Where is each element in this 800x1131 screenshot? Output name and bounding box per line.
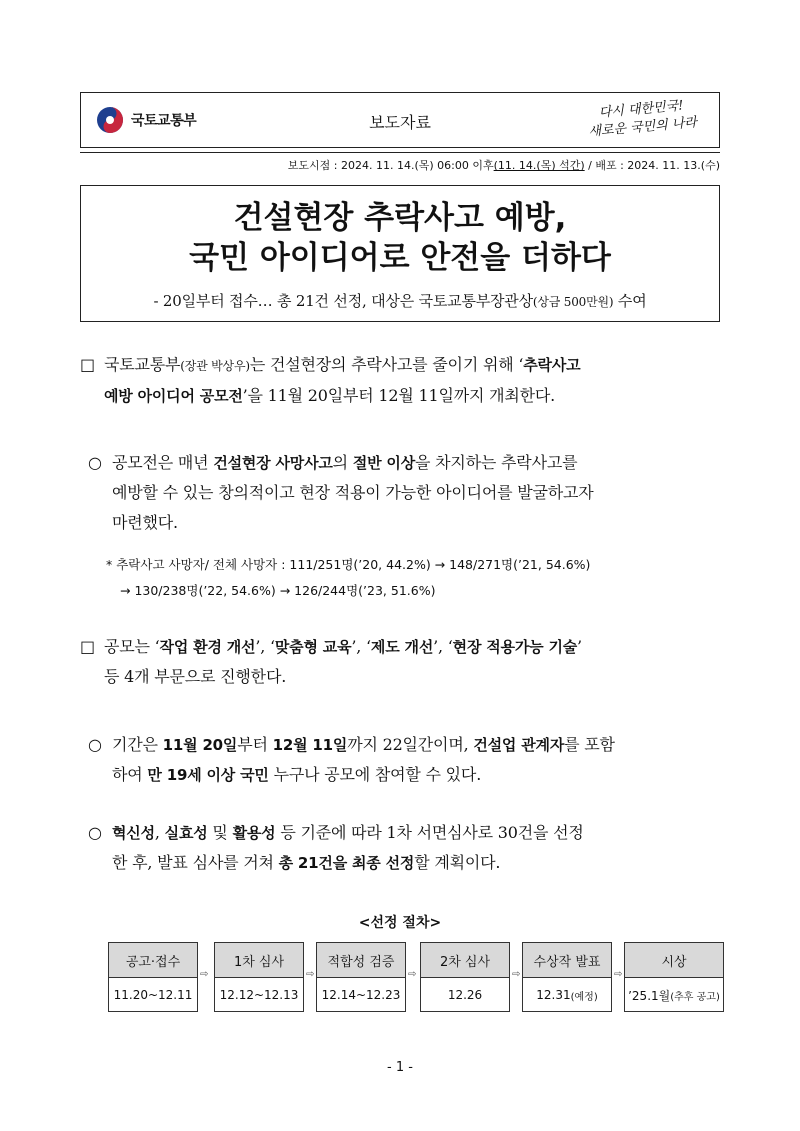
step-name: 2차 심사	[421, 943, 509, 978]
p4-c: 부터	[237, 735, 273, 754]
subheadline-c: 수여	[613, 292, 647, 310]
p1-e: 예방 아이디어 공모전	[104, 387, 243, 405]
arrow-right-icon: ⇨	[200, 969, 209, 980]
step-date-value: 12.26	[447, 988, 483, 1002]
paragraph-3	[80, 632, 730, 692]
p5-b: ,	[154, 823, 165, 842]
subheadline	[81, 290, 719, 311]
note-line1: * 추락사고 사망자/ 전체 사망자 : 111/251명(’20, 44.2%) → 148/271명(’21, 54.6%)	[106, 557, 591, 572]
p3-i: ’	[577, 637, 582, 656]
p4-d: 12월 11일	[272, 736, 348, 754]
release-distribution: / 배포 : 2024. 11. 13.(수)	[584, 159, 720, 172]
circle-bullet-icon: ○	[88, 735, 102, 754]
headline-line2: 국민 아이디어로 안전을 더하다	[189, 240, 611, 276]
subheadline-prize: (상금 500만원)	[532, 295, 614, 309]
arrow-right-icon: ⇨	[512, 969, 521, 980]
step-date	[421, 978, 509, 1012]
paragraph-1	[80, 350, 730, 411]
p5-g: 한 후, 발표 심사를 거쳐	[112, 853, 279, 872]
step-date	[109, 978, 197, 1012]
p2-e: 을 차지하는 추락사고를	[415, 453, 578, 472]
step-date-note: (예정)	[570, 991, 598, 1003]
statistics-note	[106, 552, 736, 604]
step-date-value: 12.31	[536, 988, 571, 1002]
p5-i: 할 계획이다.	[414, 853, 501, 872]
process-step	[522, 942, 612, 1012]
step-name: 수상작 발표	[523, 943, 611, 978]
subheadline-a: - 20일부터 접수… 총 21건 선정, 대상은 국토교통부장관상	[153, 292, 533, 310]
p5-f: 등 기준에 따라 1차 서면심사로 30건을 선정	[275, 823, 584, 842]
ministry-name: 국토교통부	[131, 113, 197, 129]
p1-d: 추락사고	[523, 356, 581, 374]
p2-c: 의	[332, 453, 353, 472]
process-title: <선정 절차>	[358, 915, 442, 931]
p1-b: (장관 박상우)	[180, 359, 250, 373]
p4-a: 기간은	[112, 735, 163, 754]
process-step	[316, 942, 406, 1012]
p5-d: 및	[207, 823, 233, 842]
release-info	[80, 152, 720, 173]
note-line2: → 130/238명(’22, 54.6%) → 126/244명(’23, 51.6%)	[120, 583, 436, 598]
p5-c: 실효성	[164, 824, 208, 842]
slogan	[576, 95, 709, 142]
step-date	[215, 978, 303, 1012]
step-name: 시상	[625, 943, 723, 978]
step-name: 공고·접수	[109, 943, 197, 978]
slogan-line2: 새로운 국민의 나라	[587, 115, 698, 140]
selection-process-table	[108, 942, 728, 1012]
process-step	[108, 942, 198, 1012]
p2-a: 공모전은 매년	[112, 453, 214, 472]
p3-e: ’, ‘	[351, 637, 371, 656]
press-header	[80, 92, 720, 148]
headline-box	[80, 185, 720, 322]
headline-line1: 건설현장 추락사고 예방,	[233, 200, 567, 236]
p2-d: 절반 이상	[352, 454, 415, 472]
process-step	[624, 942, 724, 1012]
p3-c: ’, ‘	[255, 637, 275, 656]
arrow-right-icon: ⇨	[614, 969, 623, 980]
p5-e: 활용성	[232, 824, 276, 842]
release-paper: (11. 14.(목) 석간)	[493, 159, 585, 172]
paragraph-4	[88, 730, 730, 790]
circle-bullet-icon: ○	[88, 453, 102, 472]
step-date	[625, 978, 723, 1012]
p4-b: 11월 20일	[162, 736, 238, 754]
step-name: 1차 심사	[215, 943, 303, 978]
p4-h: 하여	[112, 765, 148, 784]
step-date-value: ’25.1월	[628, 988, 671, 1003]
p3-d: 맞춤형 교육	[274, 638, 352, 656]
square-bullet-icon: □	[80, 355, 95, 374]
step-date-value: 11.20~12.11	[113, 988, 193, 1002]
circle-bullet-icon: ○	[88, 823, 102, 842]
p4-f: 건설업 관계자	[473, 736, 565, 754]
p1-f: ’을 11월 20일부터 12월 11일까지 개최한다.	[242, 386, 556, 405]
p4-i: 만 19세 이상 국민	[147, 766, 269, 784]
p2-line3: 마련했다.	[112, 513, 178, 532]
paragraph-2	[88, 448, 730, 538]
p3-a: 공모는 ‘	[104, 637, 160, 656]
step-date	[523, 978, 611, 1012]
release-time: 보도시점 : 2024. 11. 14.(목) 06:00 이후	[287, 159, 494, 172]
p4-j: 누구나 공모에 참여할 수 있다.	[268, 765, 482, 784]
p2-line2: 예방할 수 있는 창의적이고 현장 적용이 가능한 아이디어를 발굴하고자	[112, 483, 594, 502]
paragraph-5	[88, 818, 730, 878]
process-step	[420, 942, 510, 1012]
p3-h: 현장 적용가능 기술	[452, 638, 578, 656]
arrow-right-icon: ⇨	[408, 969, 417, 980]
p5-h: 총 21건을 최종 선정	[278, 854, 415, 872]
step-date-value: 12.12~12.13	[219, 988, 299, 1002]
step-name: 적합성 검증	[317, 943, 405, 978]
p3-b: 작업 환경 개선	[159, 638, 256, 656]
p2-b: 건설현장 사망사고	[213, 454, 333, 472]
p3-f: 제도 개선	[370, 638, 434, 656]
p4-g: 를 포함	[564, 735, 615, 754]
p5-a: 혁신성	[112, 824, 155, 842]
square-bullet-icon: □	[80, 637, 95, 656]
step-date-note: (추후 공고)	[670, 991, 720, 1003]
arrow-right-icon: ⇨	[306, 969, 315, 980]
p3-g: ’, ‘	[433, 637, 453, 656]
p1-a: 국토교통부	[104, 355, 181, 374]
doc-type: 보도자료	[369, 113, 431, 132]
p3-line2: 등 4개 부문으로 진행한다.	[104, 667, 287, 686]
slogan-line1: 다시 대한민국!	[598, 98, 685, 121]
p4-e: 까지 22일간이며,	[347, 735, 474, 754]
step-date-value: 12.14~12.23	[321, 988, 401, 1002]
process-step	[214, 942, 304, 1012]
step-date	[317, 978, 405, 1012]
p1-c: 는 건설현장의 추락사고를 줄이기 위해 ‘	[249, 355, 524, 374]
page-number: - 1 -	[387, 1060, 413, 1075]
